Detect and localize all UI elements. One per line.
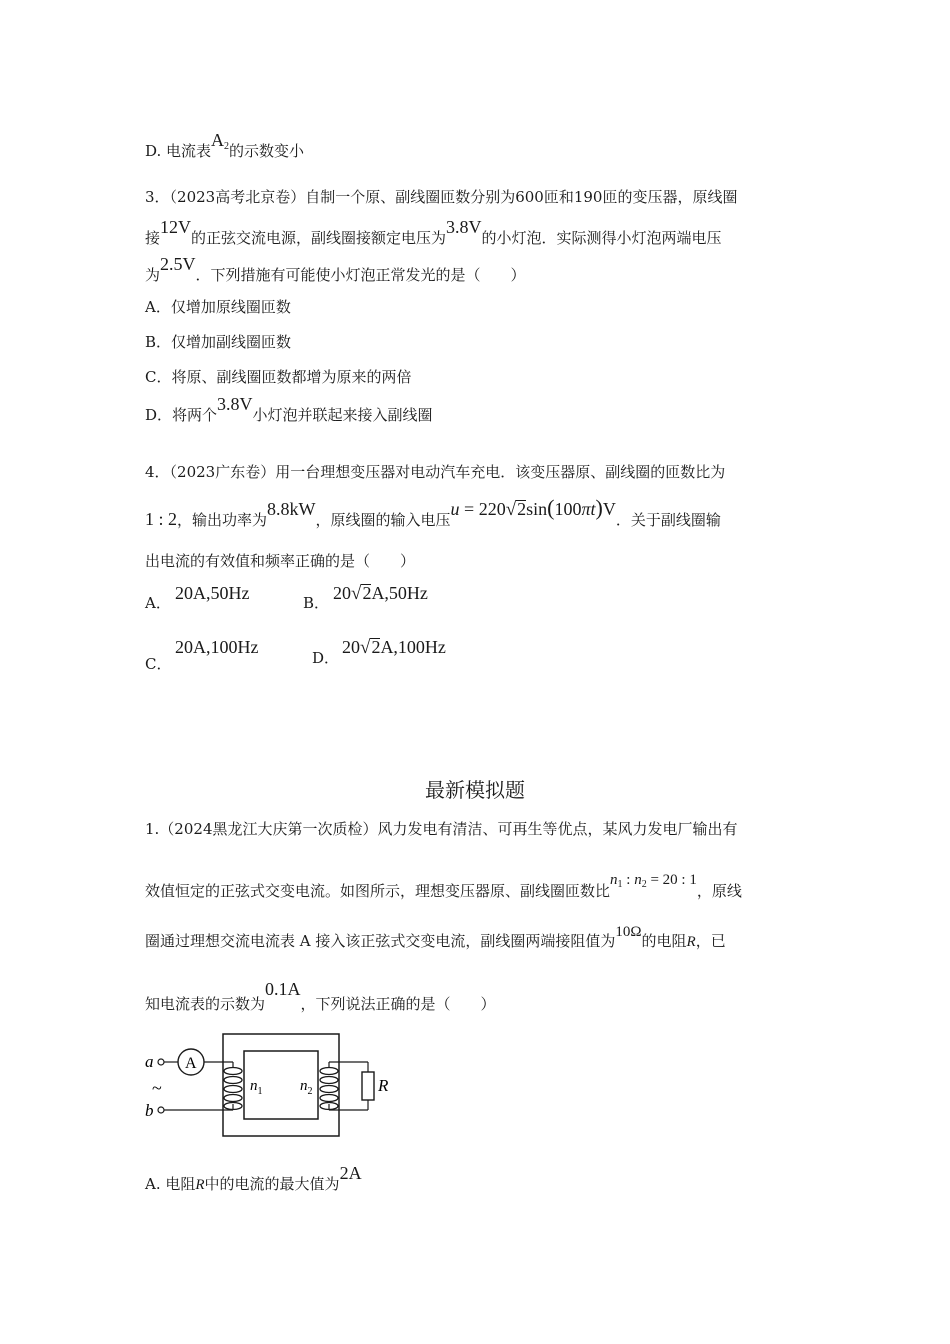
- q4-option-d-label: D．: [312, 649, 340, 667]
- q4-option-a-label: A．: [145, 594, 171, 612]
- q3-option-d: D．将两个3.8V小灯泡并联起来接入副线圈: [145, 394, 433, 424]
- resistor-icon: [362, 1072, 374, 1100]
- core-outer: [223, 1034, 339, 1136]
- voltage-formula: u = 220√2sin(100πt)V: [450, 495, 616, 520]
- q4-option-b-value: 20√2A,50Hz: [333, 583, 428, 604]
- n1-label: $n_1$: [250, 1078, 263, 1097]
- q4-option-c-label: C．: [145, 655, 172, 673]
- q4-line2: 1 : 2，输出功率为8.8kW，原线圈的输入电压u = 220√2sin(100πt)V．关于副线圈输: [145, 495, 721, 529]
- mq1-line4: 知电流表的示数为0.1A，下列说法正确的是（ ）: [145, 979, 496, 1013]
- q4-option-a-value: 20A,50Hz: [175, 583, 250, 603]
- q4-line1: 4．（2023广东卷）用一台理想变压器对电动汽车充电．该变压器原、副线圈的匝数比为: [145, 463, 726, 481]
- transformer-circuit-diagram: [140, 1030, 400, 1142]
- terminal-a: [158, 1059, 164, 1065]
- q3-line1: 3．（2023高考北京卷）自制一个原、副线圈匝数分别为600匝和190匝的变压器，原线圈: [145, 188, 738, 206]
- ammeter-a2: $A_2$: [211, 130, 230, 152]
- prev-option-d: D. 电流表$A_2$的示数变小: [145, 130, 305, 160]
- q4-line3: 出电流的有效值和频率正确的是（ ）: [145, 552, 416, 570]
- mq1-line1: 1.（2024黑龙江大庆第一次质检）风力发电有清洁、可再生等优点，某风力发电厂输出有: [145, 820, 738, 838]
- q3-option-b: B．仅增加副线圈匝数: [145, 333, 292, 351]
- q3-option-a: A．仅增加原线圈匝数: [145, 298, 291, 316]
- q4-option-c-value: 20A,100Hz: [175, 637, 259, 657]
- turns-ratio: 1 : 2: [145, 509, 178, 529]
- resistor-label: R: [378, 1076, 389, 1095]
- q3-option-c: C．将原、副线圈匝数都增为原来的两倍: [145, 368, 412, 386]
- ac-source-symbol: ~: [152, 1078, 162, 1098]
- label-a: a: [145, 1052, 154, 1071]
- q3-line3: 为2.5V．下列措施有可能使小灯泡正常发光的是（ ）: [145, 254, 526, 284]
- q4-option-d-value: 20√2A,100Hz: [342, 637, 446, 658]
- section-title: 最新模拟题: [425, 778, 525, 802]
- mq1-line2: 效值恒定的正弦式交变电流。如图所示，理想变压器原、副线圈匝数比$n_1$ : $n_2 = 20$ : 1，原线: [145, 872, 742, 900]
- q3-line2: 接12V的正弦交流电源，副线圈接额定电压为3.8V的小灯泡．实际测得小灯泡两端电压: [145, 217, 722, 247]
- turns-ratio-formula: $n_1$ : $n_2 = 20$ : 1: [610, 872, 697, 890]
- label-b: b: [145, 1101, 154, 1120]
- secondary-coil: [320, 1068, 338, 1110]
- mq1-option-a: A. 电阻R中的电流的最大值为2A: [145, 1163, 362, 1193]
- q4-option-b-label: B．: [303, 594, 330, 612]
- terminal-b: [158, 1107, 164, 1113]
- primary-coil: [224, 1068, 242, 1110]
- mq1-line3: 圈通过理想交流电流表 A 接入该正弦式交变电流，副线圈两端接阻值为10Ω的电阻R，已: [145, 924, 726, 950]
- n2-label: $n_2$: [300, 1078, 313, 1097]
- ammeter-label: A: [185, 1055, 197, 1072]
